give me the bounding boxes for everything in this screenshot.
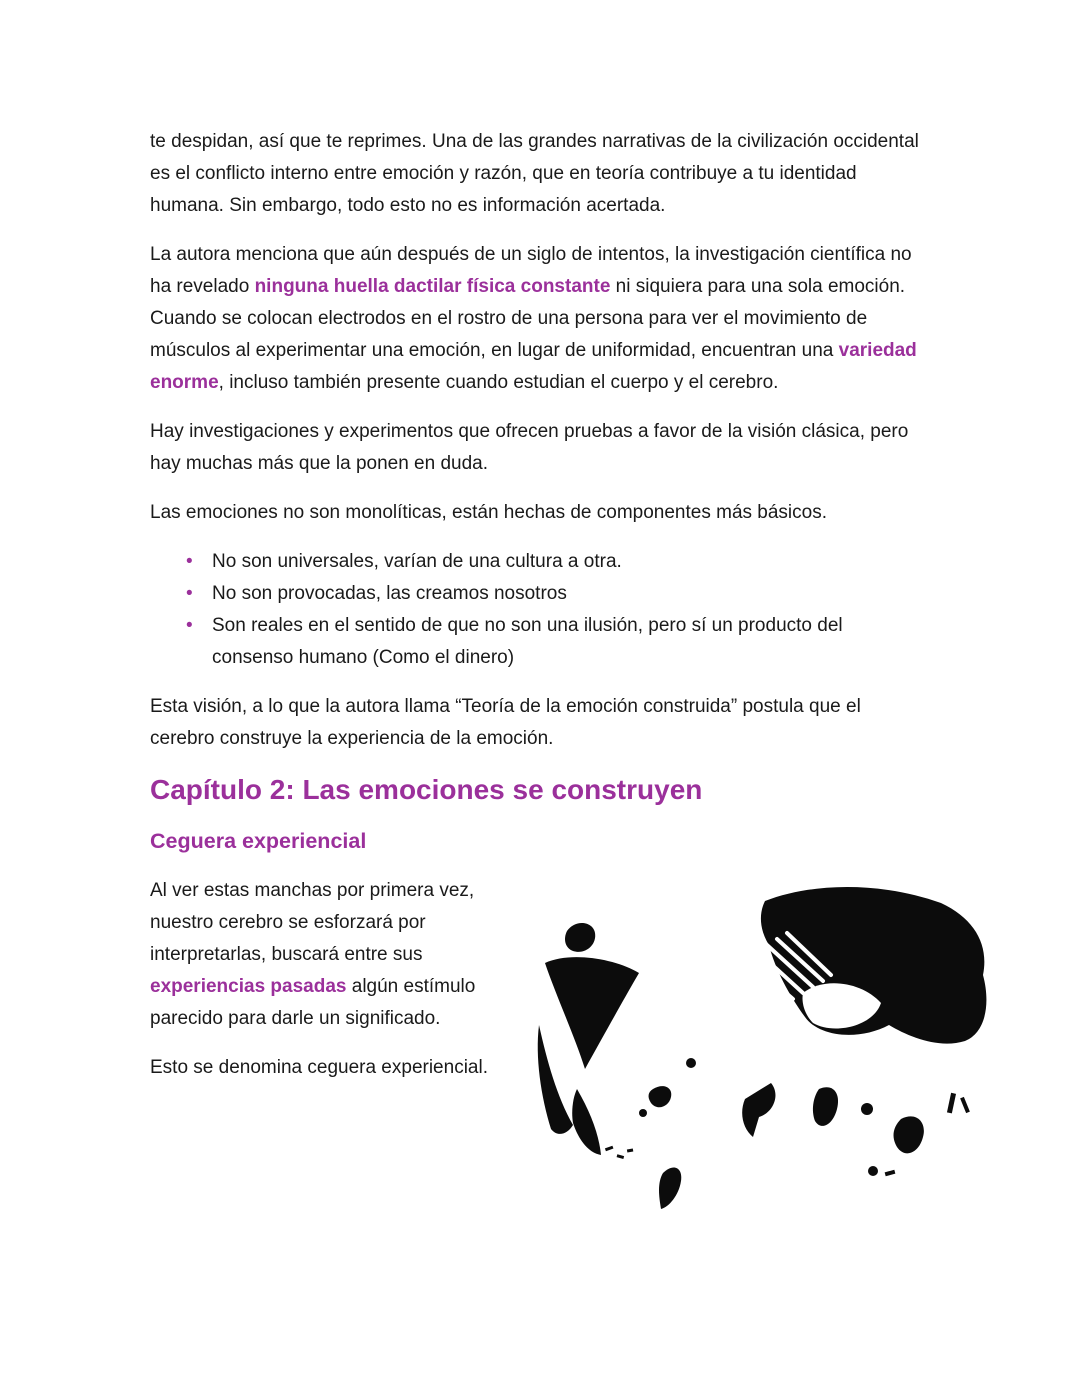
paragraph-intro: te despidan, así que te reprimes. Una de las grandes narrativas de la civilización occidental es el conflicto interno entre emoción y razón, que en teoría contribuye a tu identidad humana. Sin embargo, todo esto no es información acertada.	[150, 131, 919, 216]
bullet-item: • No son provocadas, las creamos nosotros	[186, 578, 892, 610]
chapter-heading: Capítulo 2: Las emociones se construyen	[150, 774, 703, 805]
paragraph-components: Las emociones no son monolíticas, están hechas de componentes más básicos.	[150, 502, 827, 523]
bullet-item: • Son reales en el sentido de que no son una ilusión, pero sí un producto del consenso humano (Como el dinero)	[186, 610, 892, 674]
bullet-item: • No son universales, varían de una cultura a otra.	[186, 546, 892, 578]
section-heading: Ceguera experiencial	[150, 829, 367, 853]
paragraph-blobs: Al ver estas manchas por primera vez, nuestro cerebro se esforzará por interpretarlas, buscará entre sus experiencias pasadas algún estímulo parecido para darle un significado.	[150, 880, 476, 1029]
bullet-list	[150, 546, 930, 674]
two-column-section	[150, 875, 930, 1213]
right-image-column	[515, 875, 993, 1213]
paragraph-experiential-blindness: Esto se denomina ceguera experiencial.	[150, 1057, 488, 1078]
paragraph-constructed-theory: Esta visión, a lo que la autora llama “Teoría de la emoción construida” postula que el cerebro construye la experiencia de la emoción.	[150, 696, 861, 749]
inkblot-image	[521, 875, 993, 1213]
paragraph-evidence: Hay investigaciones y experimentos que ofrecen pruebas a favor de la visión clásica, pero hay muchas más que la ponen en duda.	[150, 421, 909, 474]
paragraph-fingerprint: La autora menciona que aún después de un siglo de intentos, la investigación científica no ha revelado ninguna huella dactilar física constante ni siquiera para una sola emoción. Cuando se colocan electrodos en el rostro de una persona para ver el movimiento de músculos al experimentar una emoción, en lugar de uniformidad, encuentran una variedad enorme, incluso también presente cuando estudian el cuerpo y el cerebro.	[150, 244, 917, 393]
left-text-column	[150, 875, 515, 1101]
